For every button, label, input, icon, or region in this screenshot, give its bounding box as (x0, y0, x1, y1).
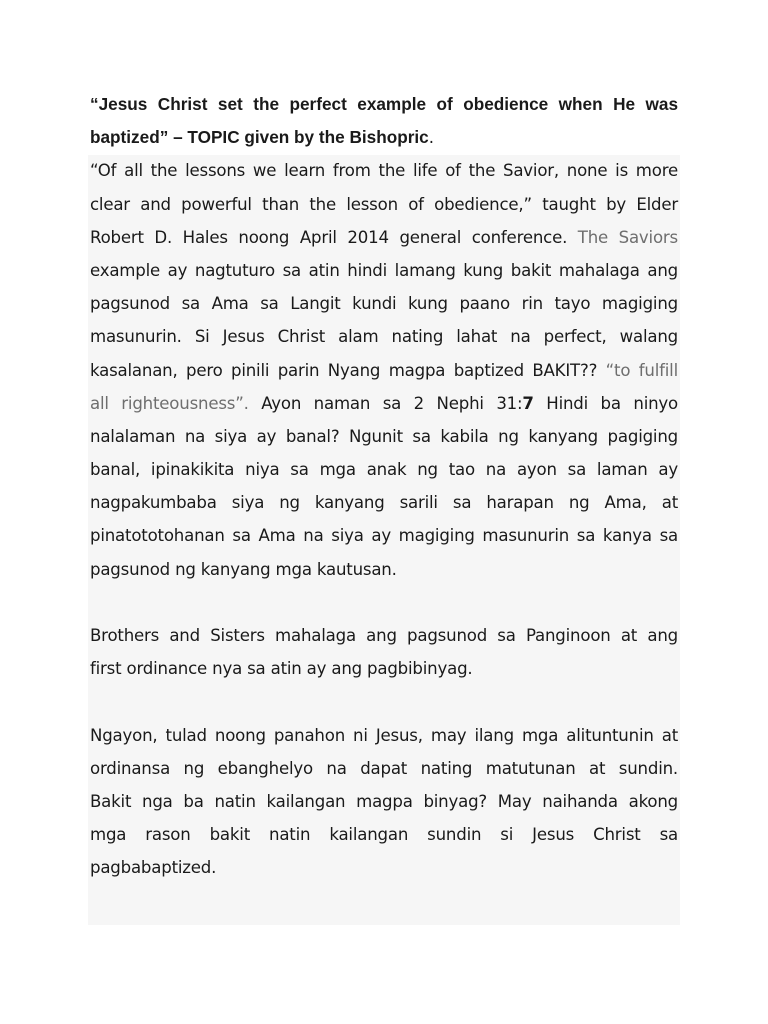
paragraph-line: pagbabaptized. (90, 858, 217, 878)
paragraph-line: mga rason bakit natin kailangan sundin si Jesus Christ sa (90, 825, 678, 845)
paragraph-spacer (90, 586, 678, 619)
paragraph-line: all righteousness”. Ayon naman sa 2 Nephi 31:7 Hindi ba ninyo (90, 393, 678, 413)
topic-heading-line-2: baptized” – TOPIC given by the Bishopric. (90, 127, 434, 148)
paragraph-line: nalalaman na siya ay banal? Ngunit sa kabila ng kanyang pagiging (90, 426, 678, 446)
paragraph-line: first ordinance nya sa atin ay ang pagbibinyag. (90, 659, 473, 679)
paragraph-line: pagsunod ng kanyang mga kautusan. (90, 559, 397, 579)
topic-heading (90, 88, 678, 154)
paragraph-line: example ay nagtuturo sa atin hindi lamang kung bakit mahalaga ang (90, 260, 678, 280)
paragraph-line: pinatototohanan sa Ama na siya ay magiging masunurin sa kanya sa (90, 526, 678, 546)
paragraph-line: “Of all the lessons we learn from the life of the Savior, none is more (90, 161, 678, 181)
topic-heading-line-1: “Jesus Christ set the perfect example of obedience when He was (90, 94, 678, 114)
paragraph-line: Robert D. Hales noong April 2014 general conference. The Saviors (90, 227, 678, 247)
paragraph-line: pagsunod sa Ama sa Langit kundi kung paano rin tayo magiging (90, 294, 678, 314)
paragraph-line: masunurin. Si Jesus Christ alam nating lahat na perfect, walang (90, 327, 678, 347)
paragraph-line: Ngayon, tulad noong panahon ni Jesus, may ilang mga alituntunin at (90, 725, 678, 745)
paragraph-spacer (90, 685, 678, 718)
paragraph-line: nagpakumbaba siya ng kanyang sarili sa harapan ng Ama, at (90, 493, 678, 513)
document-body (90, 88, 678, 885)
paragraph-line: clear and powerful than the lesson of obedience,” taught by Elder (90, 194, 678, 214)
paragraph-obedience (90, 154, 678, 585)
paragraph-line: ordinansa ng ebanghelyo na dapat nating matutunan at sundin. (90, 758, 678, 778)
paragraph-line: Bakit nga ba natin kailangan magpa binyag? May naihanda akong (90, 791, 678, 811)
paragraph-line: Brothers and Sisters mahalaga ang pagsunod sa Panginoon at ang (90, 626, 678, 645)
paragraph-reasons (90, 719, 678, 885)
paragraph-first-ordinance (90, 619, 678, 685)
paragraph-line: kasalanan, pero pinili parin Nyang magpa baptized BAKIT?? “to fulfill (90, 360, 678, 380)
paragraph-line: banal, ipinakikita niya sa mga anak ng tao na ayon sa laman ay (90, 460, 678, 480)
